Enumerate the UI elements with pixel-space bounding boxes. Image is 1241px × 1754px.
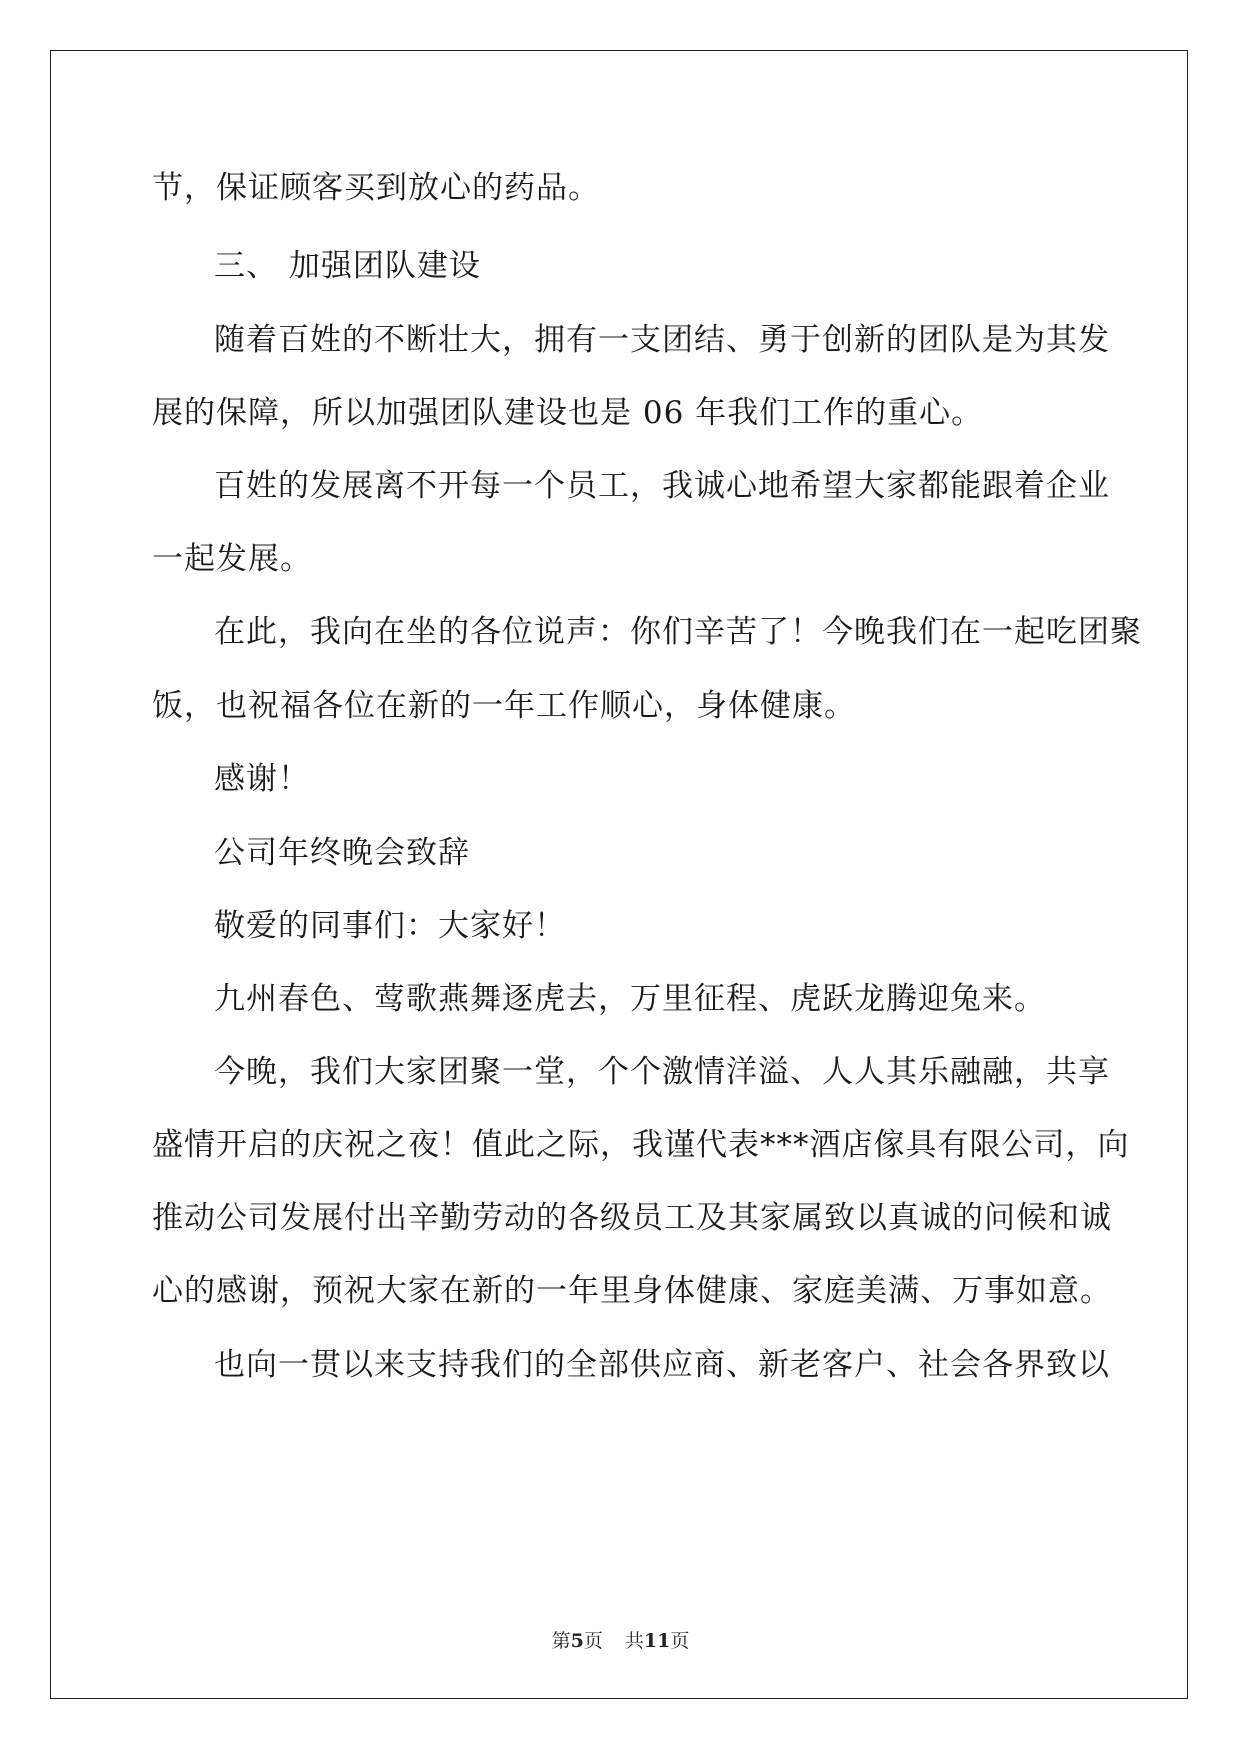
paragraph-line: 饭，也祝福各位在新的一年工作顺心，身体健康。 bbox=[152, 688, 856, 724]
footer-total-prefix: 共 bbox=[624, 1630, 644, 1652]
section-heading: 三、 加强团队建设 bbox=[214, 248, 481, 284]
paragraph-line: 节，保证顾客买到放心的药品。 bbox=[152, 170, 600, 206]
paragraph-line: 九州春色、莺歌燕舞逐虎去，万里征程、虎跃龙腾迎兔来。 bbox=[214, 981, 1046, 1017]
page-border bbox=[50, 50, 1188, 1699]
paragraph-line: 一起发展。 bbox=[152, 541, 312, 577]
paragraph-line: 今晚，我们大家团聚一堂，个个激情洋溢、人人其乐融融，共享 bbox=[214, 1054, 1110, 1090]
paragraph-line: 在此，我向在坐的各位说声：你们辛苦了！今晚我们在一起吃团聚 bbox=[214, 614, 1142, 650]
paragraph-line: 感谢！ bbox=[214, 761, 310, 797]
page-number: 5 bbox=[570, 1630, 584, 1652]
speech-title: 公司年终晚会致辞 bbox=[214, 835, 470, 871]
salutation: 敬爱的同事们：大家好！ bbox=[214, 908, 566, 944]
paragraph-line: 也向一贯以来支持我们的全部供应商、新老客户、社会各界致以 bbox=[214, 1347, 1110, 1383]
paragraph-line: 随着百姓的不断壮大，拥有一支团结、勇于创新的团队是为其发 bbox=[214, 322, 1110, 358]
footer-prefix: 第 bbox=[551, 1630, 571, 1652]
paragraph-line: 展的保障，所以加强团队建设也是 06 年我们工作的重心。 bbox=[152, 395, 984, 431]
paragraph-line: 盛情开启的庆祝之夜！值此之际，我谨代表***酒店傢具有限公司，向 bbox=[152, 1127, 1130, 1163]
total-pages: 11 bbox=[643, 1630, 671, 1652]
paragraph-line: 百姓的发展离不开每一个员工，我诚心地希望大家都能跟着企业 bbox=[214, 468, 1110, 504]
paragraph-line: 心的感谢，预祝大家在新的一年里身体健康、家庭美满、万事如意。 bbox=[152, 1273, 1112, 1309]
footer-total-suffix: 页 bbox=[670, 1630, 690, 1652]
footer-page-suffix: 页 bbox=[583, 1630, 603, 1652]
paragraph-line: 推动公司发展付出辛勤劳动的各级员工及其家属致以真诚的问候和诚 bbox=[152, 1200, 1112, 1236]
page-footer bbox=[0, 1626, 1241, 1653]
